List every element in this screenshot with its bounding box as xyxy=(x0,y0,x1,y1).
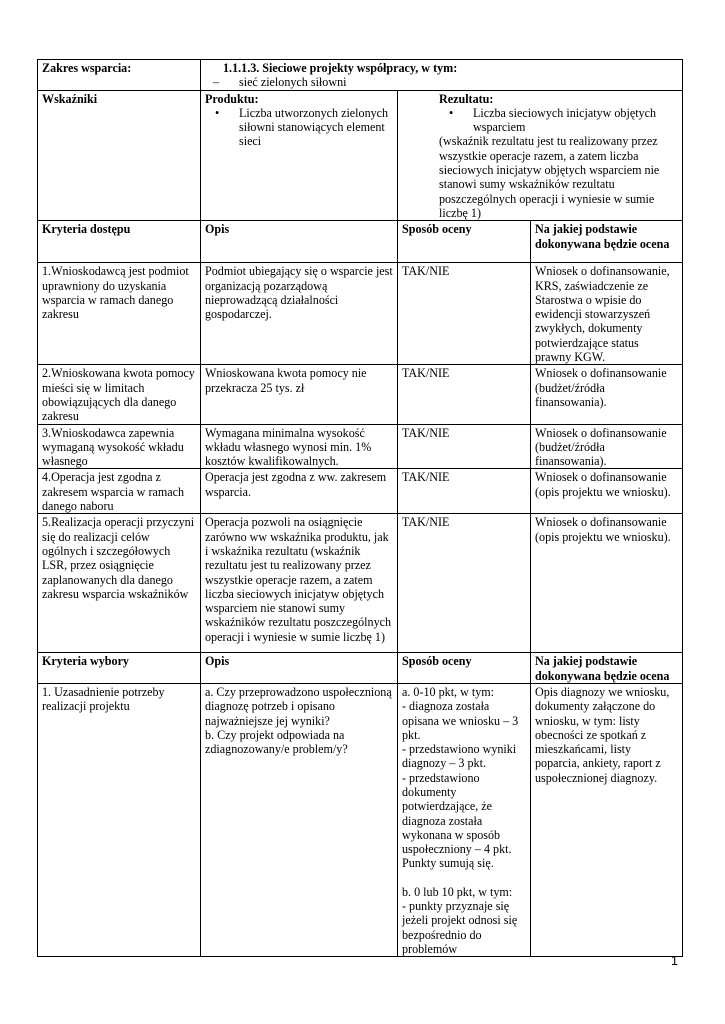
dash-marker: – xyxy=(213,75,220,90)
wyboru-header-opis: Opis xyxy=(201,653,398,684)
podstawa-cell: Wniosek o dofinansowanie, KRS, zaświadczenie ze Starostwa o wpisie do ewidencji stowarzyszeń zwykłych, dokumenty potwierdzające status prawny KGW. xyxy=(531,263,683,365)
kryterium-cell: 3.Wnioskodawca zapewnia wymaganą wysokość wkładu własnego xyxy=(38,424,201,469)
wskazniki-row xyxy=(38,90,683,221)
wyboru-header-sposob: Sposób oceny xyxy=(398,653,531,684)
dostepu-header-kryteria: Kryteria dostępu xyxy=(38,221,201,263)
sposob-part-a: a. 0-10 pkt, w tym: - diagnoza została opisana we wniosku – 3 pkt. - przedstawiono wyniki diagnozy – 3 pkt. - przedstawiono dokumenty potwierdzające, że diagnoza została wykonana w sposób uspołeczniony – 4 pkt. Punkty sumują się. xyxy=(402,684,519,871)
opis-cell: Operacja pozwoli na osiągnięcie zarówno ww wskaźnika produktu, jak i wskaźnika rezultatu (wskaźnik rezultatu jest tu realizowany przez wszystkie operacje razem, a zatem liczba sieciowych inicjatyw objętych wsparciem nie stanowi sumy wskaźników rezultatu poszczególnych operacji i wyniesie w sumie liczbę 1) xyxy=(201,514,398,653)
sposob-cell: TAK/NIE xyxy=(398,263,531,365)
opis-cell: a. Czy przeprowadzono uspołecznioną diagnozę potrzeb i opisano najważniejsze jej wyniki? b. Czy projekt odpowiada na zdiagnozowany/e problem/y? xyxy=(201,683,398,956)
table-row xyxy=(38,424,683,469)
page-number: 1 xyxy=(671,954,678,968)
wyboru-header-podstawa: Na jakiej podstawie dokonywana będzie ocena xyxy=(531,653,683,684)
dostepu-header-opis: Opis xyxy=(201,221,398,263)
dostepu-header-row xyxy=(38,221,683,263)
podstawa-cell: Wniosek o dofinansowanie (opis projektu we wniosku). xyxy=(531,469,683,514)
podstawa-cell: Wniosek o dofinansowanie (budżet/źródła finansowania). xyxy=(531,365,683,424)
wyboru-header-kryteria: Kryteria wybory xyxy=(38,653,201,684)
dostepu-header-podstawa: Na jakiej podstawie dokonywana będzie ocena xyxy=(531,221,683,263)
kryterium-cell: 1. Uzasadnienie potrzeby realizacji projektu xyxy=(38,683,201,956)
kryterium-cell: 1.Wnioskodawcą jest podmiot uprawniony do uzyskania wsparcia w ramach danego zakresu xyxy=(38,263,201,365)
podstawa-cell: Opis diagnozy we wniosku, dokumenty załączone do wniosku, w tym: listy obecności ze spotkań z mieszkańcami, listy poparcia, ankiety, raport z uspołecznionej diagnozy. xyxy=(531,683,683,956)
wyboru-header-row xyxy=(38,653,683,684)
produktu-label: Produktu: xyxy=(205,91,259,106)
podstawa-cell: Wniosek o dofinansowanie (opis projektu we wniosku). xyxy=(531,514,683,653)
kryterium-cell: 4.Operacja jest zgodna z zakresem wsparcia w ramach danego naboru xyxy=(38,469,201,514)
dostepu-header-sposob: Sposób oceny xyxy=(398,221,531,263)
table-row xyxy=(38,683,683,956)
sposob-cell xyxy=(398,683,531,956)
opis-cell: Wnioskowana kwota pomocy nie przekracza 25 tys. zł xyxy=(201,365,398,424)
podstawa-cell: Wniosek o dofinansowanie (budżet/źródła finansowania). xyxy=(531,424,683,469)
rezultatu-label: Rezultatu: xyxy=(439,91,494,106)
opis-cell: Operacja jest zgodna z ww. zakresem wsparcia. xyxy=(201,469,398,514)
table-row xyxy=(38,365,683,424)
sposob-cell: TAK/NIE xyxy=(398,365,531,424)
sposob-cell: TAK/NIE xyxy=(398,514,531,653)
produktu-bullet-item: • Liczba utworzonych zielonych siłowni stanowiących element sieci xyxy=(205,106,393,149)
rezultatu-cell xyxy=(398,90,683,221)
zakres-row xyxy=(38,60,683,91)
criteria-table xyxy=(37,59,683,957)
sposob-cell: TAK/NIE xyxy=(398,469,531,514)
rezultatu-bullet-item: • Liczba sieciowych inicjatyw objętych wsparciem xyxy=(439,106,678,135)
rezultatu-note: (wskaźnik rezultatu jest tu realizowany przez wszystkie operacje razem, a zatem liczba sieciowych inicjatyw objętych wsparciem nie stanowi sumy wskaźników rezultatu poszczególnych operacji i wyniesie w sumie liczbę 1) xyxy=(439,134,660,220)
opis-cell: Wymagana minimalna wysokość wkładu własnego wynosi min. 1% kosztów kwalifikowalnych. xyxy=(201,424,398,469)
zakres-title: 1.1.1.3. Sieciowe projekty współpracy, w tym: xyxy=(223,61,458,75)
produktu-cell xyxy=(201,90,398,221)
kryterium-cell: 5.Realizacja operacji przyczyni się do realizacji celów ogólnych i szczegółowych LSR, przez osiągnięcie zaplanowanych dla danego zakresu wsparcia wskaźników xyxy=(38,514,201,653)
zakres-label: Zakres wsparcia: xyxy=(38,60,201,91)
table-row xyxy=(38,263,683,365)
opis-cell: Podmiot ubiegający się o wsparcie jest organizacją pozarządową nieprowadzącą działalności gospodarczej. xyxy=(201,263,398,365)
table-row xyxy=(38,469,683,514)
zakres-sub-item xyxy=(205,75,678,89)
sposob-part-b: b. 0 lub 10 pkt, w tym: - punkty przyznaje się jeżeli projekt odnosi się bezpośrednio do problemów xyxy=(402,884,518,956)
sposob-cell: TAK/NIE xyxy=(398,424,531,469)
zakres-sub-text: sieć zielonych siłowni xyxy=(239,75,347,90)
kryterium-cell: 2.Wnioskowana kwota pomocy mieści się w limitach obowiązujących dla danego zakresu xyxy=(38,365,201,424)
table-row xyxy=(38,514,683,653)
zakres-value xyxy=(201,60,683,91)
wskazniki-label: Wskaźniki xyxy=(38,90,201,221)
